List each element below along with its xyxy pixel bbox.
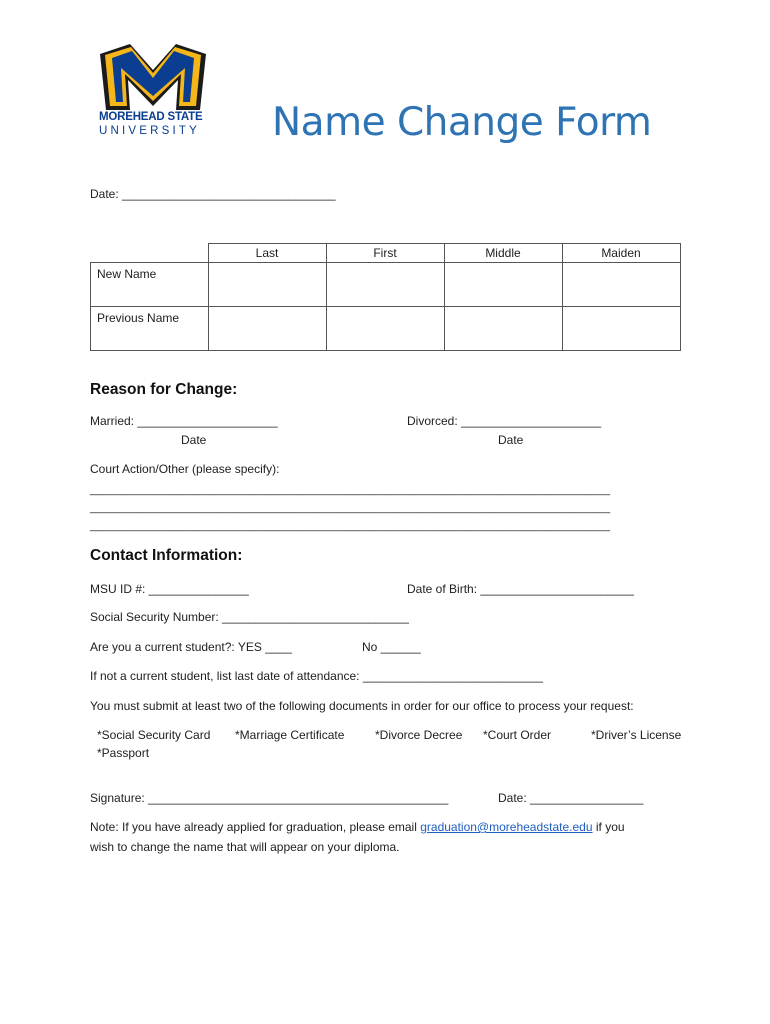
signature-field[interactable]: Signature: _____________________________________________ (90, 791, 449, 805)
contact-heading: Contact Information: (90, 547, 243, 564)
table-corner (91, 244, 209, 263)
column-header-last: Last (208, 244, 326, 263)
date-of-birth-field[interactable]: Date of Birth: _______________________ (407, 582, 634, 596)
current-student-no-field[interactable]: No ______ (362, 640, 421, 654)
doc-drivers-license: *Driver’s License (591, 728, 682, 742)
column-header-middle: Middle (444, 244, 562, 263)
doc-court-order: *Court Order (483, 728, 552, 742)
row-label-previous-name: Previous Name (91, 307, 209, 351)
married-date-caption: Date (181, 433, 207, 447)
name-table (90, 243, 681, 351)
current-student-yes-field[interactable]: Are you a current student?: YES ____ (90, 640, 292, 654)
ssn-field[interactable]: Social Security Number: ____________________________ (90, 610, 409, 624)
documents-intro: You must submit at least two of the following documents in order for our office to process your request: (90, 699, 634, 713)
column-header-first: First (326, 244, 444, 263)
new-maiden-cell[interactable] (562, 263, 680, 307)
prev-first-cell[interactable] (326, 307, 444, 351)
doc-divorce-decree: *Divorce Decree (375, 728, 463, 742)
column-header-maiden: Maiden (562, 244, 680, 263)
prev-middle-cell[interactable] (444, 307, 562, 351)
row-label-new-name: New Name (91, 263, 209, 307)
date-field[interactable]: Date: ________________________________ (90, 187, 336, 201)
logo-text-line1: MOREHEAD STATE (99, 111, 203, 123)
page-title: Name Change Form (272, 100, 652, 145)
note-line-2: wish to change the name that will appear on your diploma. (90, 840, 400, 854)
graduation-email-link[interactable]: graduation@moreheadstate.edu (420, 820, 593, 834)
doc-social-security-card: *Social Security Card (97, 728, 211, 742)
logo-text-line2: UNIVERSITY (99, 125, 201, 137)
msu-id-field[interactable]: MSU ID #: _______________ (90, 582, 249, 596)
university-logo (92, 40, 222, 140)
court-action-label: Court Action/Other (please specify): (90, 462, 280, 476)
married-field[interactable]: Married: _____________________ (90, 414, 278, 428)
m-logo-icon (92, 40, 214, 114)
divorced-date-caption: Date (498, 433, 524, 447)
divorced-field[interactable]: Divorced: _____________________ (407, 414, 602, 428)
court-action-line[interactable]: ___________________________________________________________________________________ (90, 502, 611, 514)
signature-date-field[interactable]: Date: _________________ (498, 791, 644, 805)
doc-passport: *Passport (97, 746, 150, 760)
court-action-line[interactable]: ___________________________________________________________________________________ (90, 484, 611, 496)
new-last-cell[interactable] (208, 263, 326, 307)
doc-marriage-certificate: *Marriage Certificate (235, 728, 345, 742)
note-text: Note: If you have already applied for graduation, please email (90, 820, 421, 834)
reason-heading: Reason for Change: (90, 381, 238, 398)
note-text-end: if you (592, 820, 625, 834)
new-first-cell[interactable] (326, 263, 444, 307)
prev-last-cell[interactable] (208, 307, 326, 351)
table-row-previous-name (91, 307, 681, 351)
last-attendance-field[interactable]: If not a current student, list last date of attendance: ___________________________ (90, 669, 544, 683)
prev-maiden-cell[interactable] (562, 307, 680, 351)
table-row-new-name (91, 263, 681, 307)
new-middle-cell[interactable] (444, 263, 562, 307)
court-action-line[interactable]: ___________________________________________________________________________________ (90, 520, 611, 532)
note-line-1 (90, 820, 625, 834)
